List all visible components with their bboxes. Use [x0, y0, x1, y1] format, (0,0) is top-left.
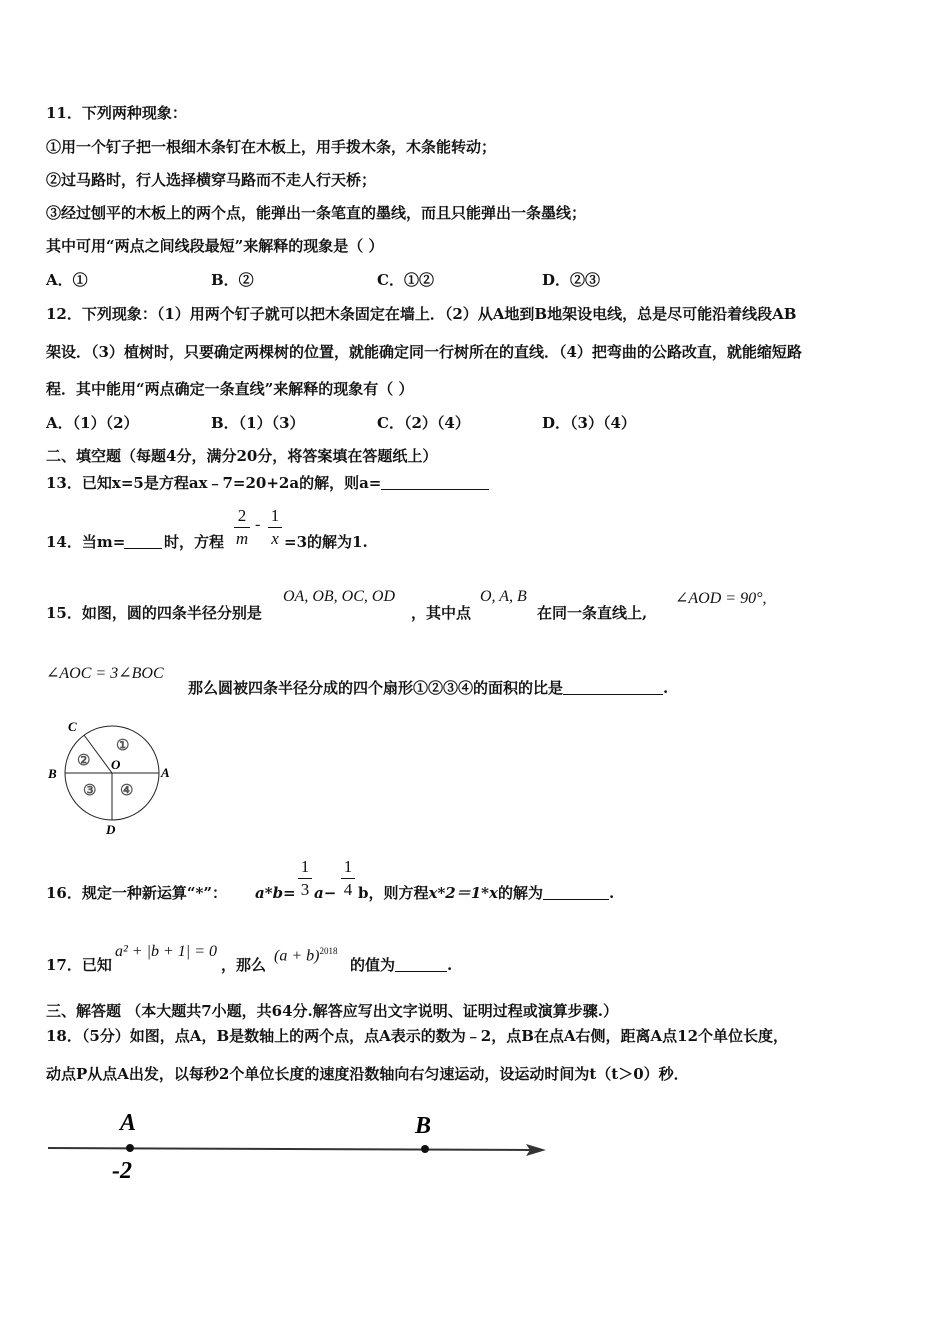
q16-fraction-1 — [298, 857, 312, 900]
q11-option-d: D．②③ — [542, 271, 601, 289]
q13-answer-blank[interactable] — [381, 473, 489, 490]
q13-text: 13．已知x=5是方程ax﹣7=20+2a的解，则a= — [46, 474, 382, 492]
q11-item-2: ②过马路时，行人选择横穿马路而不走人行天桥； — [46, 171, 377, 189]
q17-mid: ，那么 — [221, 956, 267, 974]
q15-angle-aod: ∠AOD = 90°, — [675, 590, 767, 607]
sector-4-label: ④ — [120, 783, 134, 799]
q14-answer-blank[interactable] — [124, 532, 162, 552]
label-d: D — [106, 822, 116, 837]
sector-3-label: ③ — [83, 783, 97, 799]
q12-option-c: C．（2）（4） — [377, 414, 470, 432]
q13 — [46, 473, 489, 493]
point-a-value: -2 — [112, 1158, 132, 1184]
q16-frac2-num: 1 — [343, 857, 353, 876]
q14-minus: - — [255, 516, 261, 533]
q14-frac1-num: 2 — [237, 506, 247, 525]
q15-angle-aoc: ∠AOC = 3∠BOC — [46, 665, 164, 682]
q12-option-b: B．（1）（3） — [211, 414, 305, 432]
section-3-heading: 三、解答题 （本大题共7小题，共64分.解答应写出文字说明、证明过程或演算步骤.） — [46, 1002, 618, 1020]
q11-title: 11．下列两种现象： — [46, 104, 187, 122]
q15-radii: OA, OB, OC, OD — [283, 588, 395, 605]
q11-item-3: ③经过刨平的木板上的两个点，能弹出一条笔直的墨线，而且只能弹出一条墨线； — [46, 204, 587, 222]
q15-mid2: 在同一条直线上, — [537, 604, 648, 622]
figure-15-circle-diagram — [40, 715, 190, 840]
q15-prefix: 15．如图，圆的四条半径分别是 — [46, 604, 262, 622]
q14-frac2-num: 1 — [270, 506, 280, 525]
q16-ab: a*b= — [255, 884, 296, 902]
q17-answer-blank[interactable] — [395, 955, 447, 972]
q18-line-1: 18．（5分）如图，点A，B是数轴上的两个点，点A表示的数为﹣2，点B在点A右侧，距离A点12个单位长度， — [46, 1027, 789, 1045]
label-c: C — [68, 719, 77, 734]
q14-fraction-1 — [234, 506, 250, 549]
q16-end: . — [608, 884, 615, 902]
q11-item-1: ①用一个钉子把一根细木条钉在木板上，用手拨木条，木条能转动； — [46, 138, 497, 156]
q12-line-2: 架设．（3）植树时，只要确定两棵树的位置，就能确定同一行树所在的直线．（4）把弯曲的公路改直，就能缩短路 — [46, 343, 802, 361]
point-b — [421, 1145, 429, 1153]
label-a: A — [161, 765, 170, 780]
q12-line-1: 12．下列现象：（1）用两个钉子就可以把木条固定在墙上．（2）从A地到B地架设电线，总是尽可能沿着线段AB — [46, 305, 797, 323]
point-a-label: A — [120, 1110, 137, 1136]
q11-question: 其中可用“两点之间线段最短”来解释的现象是（ ） — [46, 237, 384, 255]
q14-mid: 时，方程 — [164, 533, 225, 551]
q11-option-a: A．① — [46, 271, 88, 289]
q17-prefix: 17．已知 — [46, 956, 112, 974]
q15-points: O, A, B — [480, 588, 527, 605]
label-o: O — [111, 757, 121, 772]
q15-answer-blank[interactable] — [563, 678, 663, 695]
sector-2-label: ② — [77, 753, 91, 769]
q11-option-b: B．② — [211, 271, 254, 289]
q16-frac1-num: 1 — [300, 857, 310, 876]
q12-option-a: A．（1）（2） — [46, 414, 139, 432]
q16-suffix: 的解为 — [497, 884, 543, 902]
q16-tail — [358, 883, 614, 903]
q12-option-d: D．（3）（4） — [542, 414, 636, 432]
q15-question — [188, 678, 668, 698]
q14-suffix: =3的解为1. — [284, 533, 368, 551]
section-2-heading: 二、填空题（每题4分，满分20分，将答案填在答题纸上） — [46, 447, 438, 465]
q17-suffix: 的值为 — [350, 956, 396, 974]
q17-expression — [274, 946, 337, 965]
q17-expr: (a + b) — [274, 947, 320, 965]
q16-fraction-2 — [341, 857, 355, 900]
q15-end: . — [663, 679, 669, 697]
q17-end: . — [447, 956, 453, 974]
q14-frac1-den: m — [235, 529, 249, 548]
figure-18-number-line — [40, 1100, 560, 1190]
q11-option-c: C．①② — [377, 271, 434, 289]
q17-exponent: 2018 — [319, 946, 338, 956]
q14-fraction-2 — [268, 506, 282, 549]
q16-equation: x*2＝1*x — [428, 884, 498, 902]
label-b: B — [48, 766, 57, 781]
q16-prefix: 16．规定一种新运算“*”： — [46, 884, 227, 902]
q16-answer-blank[interactable] — [543, 883, 609, 900]
q16-frac2-den: 4 — [343, 880, 353, 899]
number-line-axis — [48, 1148, 532, 1150]
q16-frac1-den: 3 — [300, 880, 310, 899]
q16-a-minus: a− — [314, 884, 337, 902]
q15-question-text: 那么圆被四条半径分成的四个扇形①②③④的面积的比是 — [188, 679, 564, 697]
point-a — [126, 1144, 134, 1152]
q12-line-3: 程．其中能用“两点确定一条直线”来解释的现象有（ ） — [46, 380, 414, 398]
q17-tail — [350, 955, 452, 975]
q15-mid: ，其中点 — [411, 604, 472, 622]
q14-prefix: 14．当m= — [46, 533, 126, 551]
q18-line-2: 动点P从点A出发，以每秒2个单位长度的速度沿数轴向右匀速运动，设运动时间为t（t＞0）秒． — [46, 1065, 689, 1083]
q17-condition: a² + |b + 1| = 0 — [115, 943, 217, 960]
point-b-label: B — [415, 1113, 432, 1139]
q14-frac2-den: x — [271, 529, 279, 548]
q16-b-tail: b，则方程 — [358, 884, 429, 902]
sector-1-label: ① — [116, 738, 130, 754]
